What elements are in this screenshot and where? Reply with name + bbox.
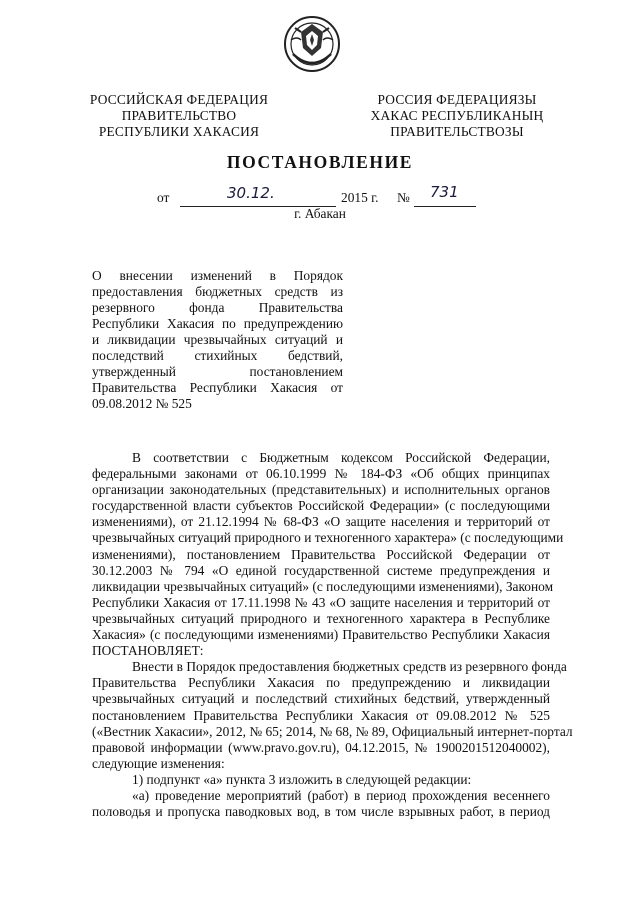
body-line: ПОСТАНОВЛЯЕТ: — [92, 643, 204, 659]
body-line: ликвидации чрезвычайных ситуаций» (с последующими изменениями), Законом — [92, 578, 554, 594]
document-title: ПОСТАНОВЛЕНИЕ — [226, 152, 414, 172]
header-right-line: ПРАВИТЕЛЬСТВОЗЫ — [390, 124, 524, 139]
city-name: г. Абакан — [294, 206, 346, 221]
header-left-line: РОССИЙСКАЯ ФЕДЕРАЦИЯ — [89, 92, 269, 107]
body-line: федеральными законами от 06.10.1999 № 184-ФЗ «Об общих принципах — [92, 466, 550, 482]
date-prefix: от — [157, 190, 170, 205]
subject-line: Правительства Республики Хакасия от — [92, 380, 343, 395]
subject-line: 09.08.2012 № 525 — [92, 396, 192, 411]
body-line: чрезвычайных ситуаций природного и техногенного характера» (с последующими — [92, 530, 564, 546]
header-left-ru — [85, 92, 273, 140]
body-line: «а) проведение мероприятий (работ) в период прохождения весеннего — [132, 787, 550, 803]
republic-of-khakassia-coat-of-arms-icon — [283, 14, 341, 76]
subject-line: Республики Хакасия по предупреждению — [92, 316, 343, 331]
header-left-line: РЕСПУБЛИКИ ХАКАСИЯ — [98, 124, 260, 139]
date-year: 2015 г. — [341, 190, 379, 205]
header-right-line: РОССИЯ ФЕДЕРАЦИЯЗЫ — [377, 92, 537, 107]
body-line: чрезвычайных ситуаций природного и техногенного характера в Республике — [92, 610, 550, 626]
subject-line: О внесении изменений в Порядок — [92, 268, 343, 283]
body-line: Хакасия» (с последующими изменениями) Правительство Республики Хакасия — [92, 627, 550, 643]
subject-line: и ликвидации чрезвычайных ситуаций и — [92, 332, 343, 347]
body-line: Правительства Республики Хакасия по предупреждению и ликвидации — [92, 675, 550, 691]
body-line: чрезвычайных ситуаций и последствий стихийных бедствий, утвержденный — [92, 691, 550, 707]
body-line: государственной власти субъектов Российской Федерации» (с последующими — [92, 498, 550, 514]
body-line: 30.12.2003 № 794 «О единой государственной системе предупреждения и — [92, 562, 550, 578]
number-handwritten: 731 — [430, 183, 459, 201]
subject-line: предоставления бюджетных средств из — [92, 284, 343, 299]
body-line: организации законодательных (представительных) и исполнительных органов — [92, 482, 550, 498]
body-line: В соответствии с Бюджетным кодексом Российской Федерации, — [132, 450, 550, 465]
header-right-khakas — [362, 92, 552, 140]
body-line: половодья и пропуска паводковых вод, в том числе взрывных работ, в период — [92, 804, 550, 820]
body-line: изменениями), от 21.12.1994 № 68-ФЗ «О защите населения и территорий от — [92, 514, 550, 530]
body-line: 1) подпункт «а» пункта 3 изложить в следующей редакции: — [132, 771, 472, 787]
header-left-line: ПРАВИТЕЛЬСТВО — [121, 108, 237, 123]
body-line: («Вестник Хакасии», 2012, № 65; 2014, № 68, № 89, Официальный интернет-портал — [92, 723, 573, 739]
body-line: Внести в Порядок предоставления бюджетных средств из резервного фонда — [132, 659, 567, 675]
header-right-line: ХАКАС РЕСПУБЛИКАНЫҢ — [370, 108, 544, 123]
subject-line: последствий стихийных бедствий, — [92, 348, 343, 363]
body-line: следующие изменения: — [92, 755, 225, 771]
subject-line: резервного фонда Правительства — [92, 300, 343, 315]
subject-line: утвержденный постановлением — [92, 364, 343, 379]
body-line: постановлением Правительства Республики Хакасия от 09.08.2012 № 525 — [92, 707, 550, 723]
date-handwritten: 30.12. — [227, 184, 275, 202]
body-line: правовой информации (www.pravo.gov.ru), 04.12.2015, № 1900201512040002), — [92, 739, 550, 755]
body-line: изменениями), постановлением Правительства Российской Федерации от — [92, 546, 550, 562]
body-line: Республики Хакасия от 17.11.1998 № 43 «О защите населения и территорий от — [92, 594, 550, 610]
subject-block — [92, 268, 343, 412]
body-text — [92, 450, 573, 820]
coat-of-arms-emblem — [283, 14, 341, 76]
number-sign: № — [397, 190, 410, 205]
